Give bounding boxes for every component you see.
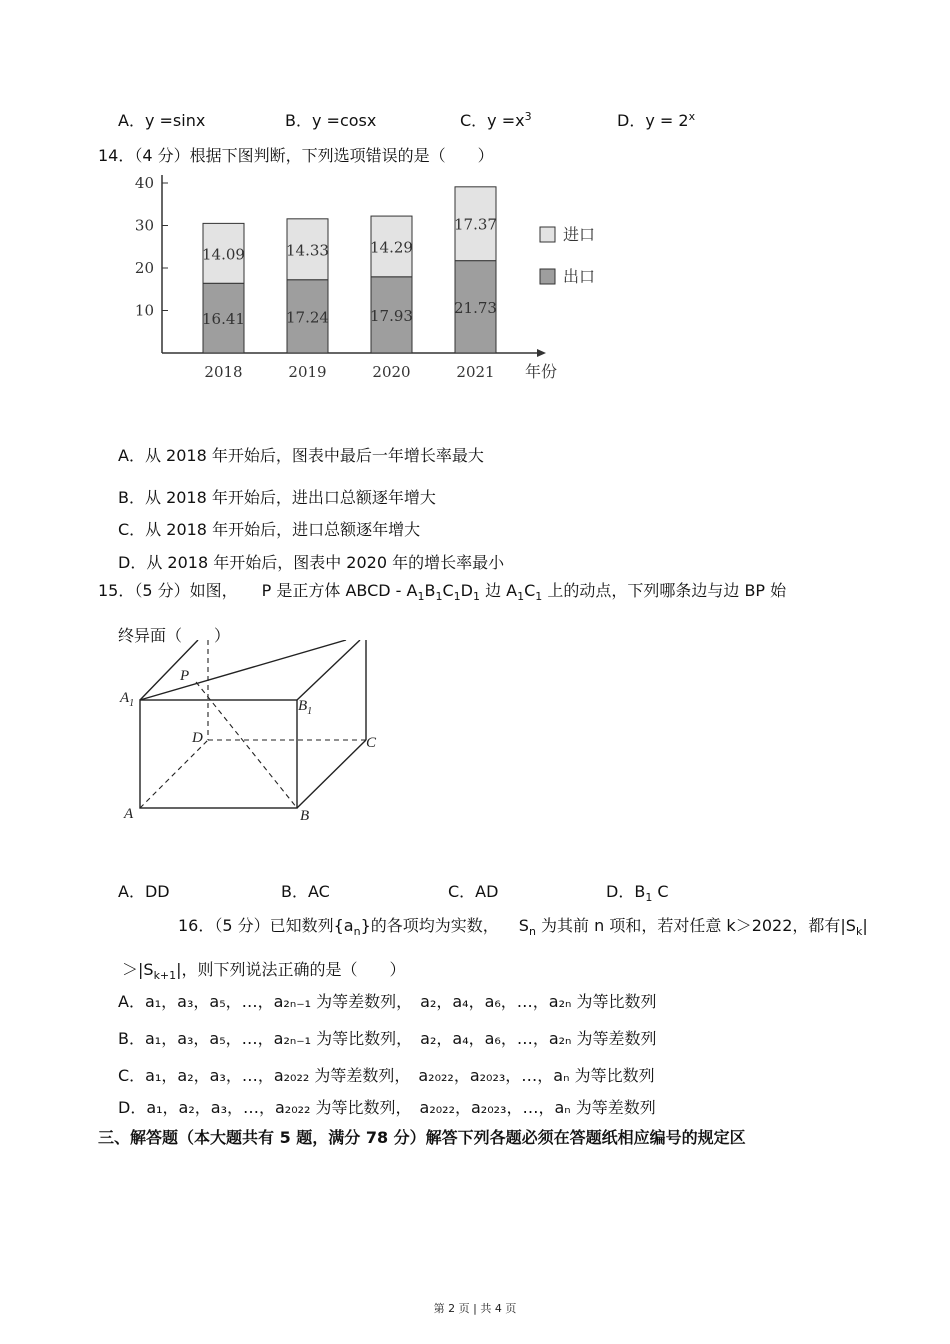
x-axis-label: 年份 [525, 362, 558, 381]
data-label: 14.33 [286, 241, 329, 260]
q14-option-a: A．从 2018 年开始后，图表中最后一年增长率最大 [118, 446, 484, 465]
legend-swatch [540, 227, 555, 242]
q15-option-d: D．$B_1$ C [606, 882, 669, 904]
line-a1-c1 [140, 640, 346, 700]
label-a1: $A_1$ [120, 690, 135, 709]
q13-option-b: B．y =cosx [285, 111, 377, 130]
q15-stem-continued: 终异面（ ） [118, 626, 231, 645]
data-label: 16.41 [202, 310, 245, 329]
y-tick-label: 40 [134, 174, 154, 192]
label-a: A [124, 806, 134, 822]
q14-option-c: C．从 2018 年开始后，进口总额逐年增大 [118, 520, 421, 539]
x-axis-arrow [537, 349, 546, 357]
q14-option-d: D．从 2018 年开始后，图表中 2020 年的增长率最小 [118, 553, 505, 572]
legend-swatch [540, 269, 555, 284]
data-label: 17.93 [370, 306, 413, 325]
q14-stem: 14．（4 分）根据下图判断，下列选项错误的是（ ） [98, 146, 494, 165]
y-tick-label: 20 [134, 259, 154, 277]
label-p: P [180, 668, 190, 684]
q15-cube-figure [110, 640, 400, 830]
q15-option-b: B．AC [281, 882, 330, 901]
q16-stem: 16．（5 分）已知数列$\{a_n\}$的各项均为实数， $S_n$ 为其前 n 项和，若对任意 k＞2022，都有$|S_k|$ [178, 916, 868, 938]
label-b: B [300, 808, 310, 824]
cube-front-face [140, 700, 297, 808]
q13-option-a: A．y =sinx [118, 111, 206, 130]
segment-bp [196, 682, 297, 808]
x-tick-label: 2019 [288, 363, 327, 381]
x-tick-label: 2018 [204, 363, 243, 381]
q14-option-b: B．从 2018 年开始后，进出口总额逐年增大 [118, 488, 436, 507]
q13-option-d: D．$y = 2^x$ [617, 110, 696, 130]
data-label: 14.29 [370, 238, 413, 257]
legend-label: 出口 [563, 267, 596, 286]
q15-stem: 15．（5 分）如图， P 是正方体 ABCD - $A_1B_1C_1D_1$ 边 $A_1C_1$ 上的动点，下列哪条边与边 BP 始 [98, 581, 787, 603]
q16-option-a: A．a₁，a₃，a₅，…，a₂ₙ₋₁ 为等差数列， a₂，a₄，a₆，…，a₂ₙ 为等比数列 [118, 992, 657, 1011]
data-label: 17.37 [454, 215, 497, 234]
q16-option-c: C．a₁，a₂，a₃，…，a₂₀₂₂ 为等差数列， a₂₀₂₂，a₂₀₂₃，…，aₙ 为等比数列 [118, 1066, 655, 1085]
q16-option-d: D．a₁，a₂，a₃，…，a₂₀₂₂ 为等比数列， a₂₀₂₂，a₂₀₂₃，…，aₙ 为等差数列 [118, 1098, 656, 1117]
label-c: C [366, 735, 377, 751]
cube-edge [297, 740, 366, 808]
cube-edge [297, 640, 360, 700]
label-b1: $B_1$ [298, 698, 313, 717]
cube-edge-ad [140, 740, 208, 808]
q15-option-a: A．DD [118, 882, 170, 901]
data-label: 21.73 [454, 298, 497, 317]
section-3-heading: 三、解答题（本大题共有 5 题，满分 78 分）解答下列各题必须在答题纸相应编号的规定区 [98, 1128, 746, 1147]
page-footer: 第 2 页 | 共 4 页 [433, 1302, 517, 1315]
q16-stem-continued: $>|S_{k+1}|$，则下列说法正确的是（ ） [122, 960, 406, 982]
x-tick-label: 2020 [372, 363, 411, 381]
q15-option-c: C．AD [448, 882, 499, 901]
data-label: 14.09 [202, 245, 245, 264]
q16-option-b: B．a₁，a₃，a₅，…，a₂ₙ₋₁ 为等比数列， a₂，a₄，a₆，…，a₂ₙ 为等差数列 [118, 1029, 657, 1048]
label-d: D [192, 730, 203, 746]
y-tick-label: 30 [134, 216, 154, 235]
q14-chart [120, 170, 610, 390]
x-tick-label: 2021 [456, 363, 495, 381]
data-label: 17.24 [286, 308, 329, 327]
y-tick-label: 10 [134, 301, 154, 320]
legend-label: 进口 [563, 225, 596, 244]
q13-option-c: C．$y =x^3$ [460, 110, 532, 130]
